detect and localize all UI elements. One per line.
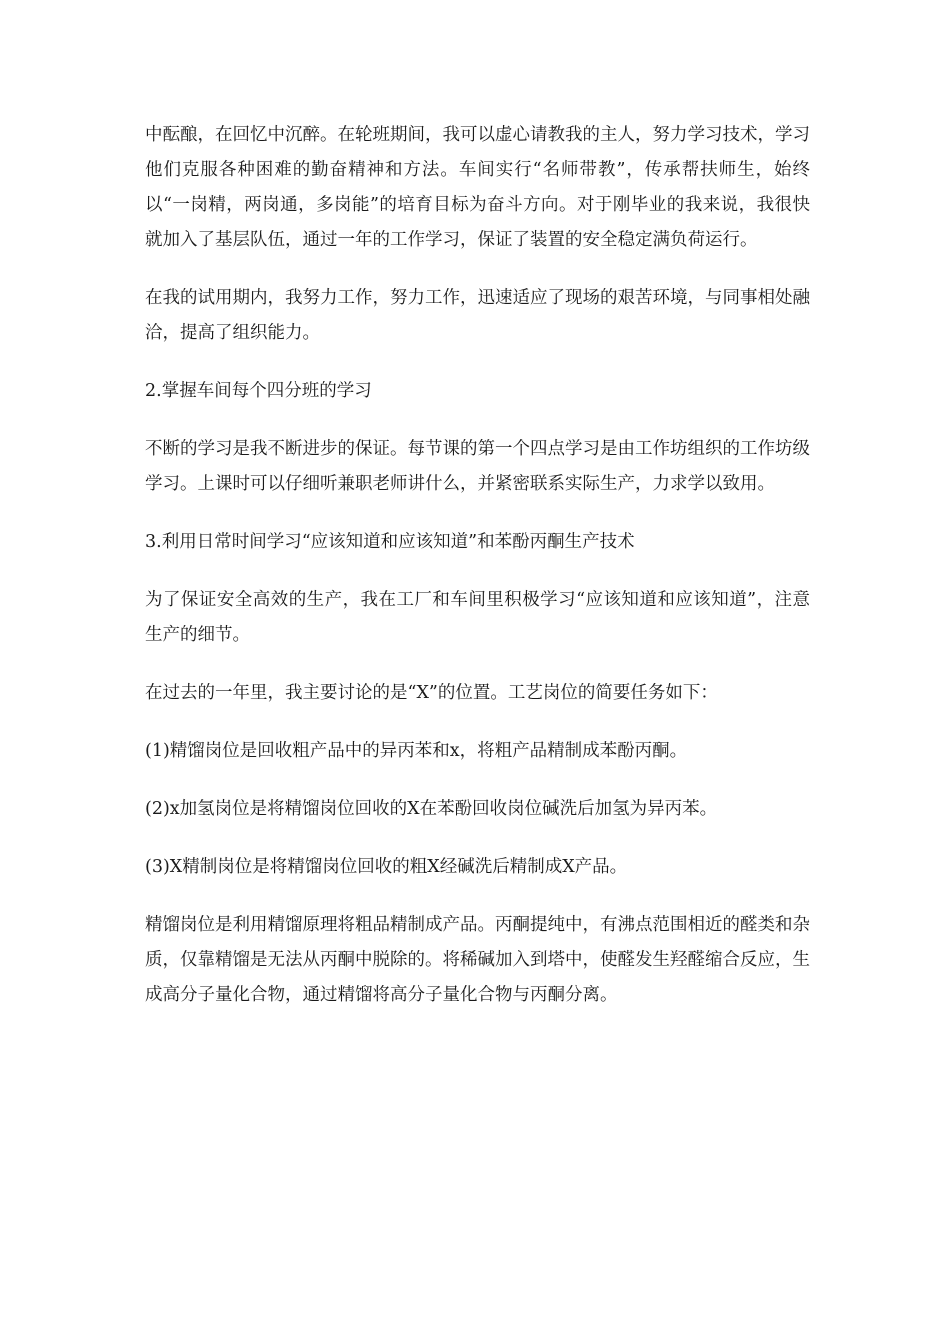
- paragraph-distillation: 精馏岗位是利用精馏原理将粗品精制成产品。丙酮提纯中，有沸点范围相近的醛类和杂质，仅靠精馏是无法从丙酮中脱除的。将稀碱加入到塔中，使醛发生羟醛缩合反应，生成高分子量化合物，通过精馏将高分子量化合物与丙酮分离。: [145, 915, 810, 1005]
- paragraph-position-intro: 在过去的一年里，我主要讨论的是“X”的位置。工艺岗位的简要任务如下：: [145, 683, 718, 703]
- paragraph-safety: 为了保证安全高效的生产，我在工厂和车间里积极学习“应该知道和应该知道”，注意生产的细节。: [145, 590, 810, 645]
- paragraph-continuation: 中酝酿，在回忆中沉醉。在轮班期间，我可以虚心请教我的主人，努力学习技术，学习他们克服各种困难的勤奋精神和方法。车间实行“名师带教”，传承帮扶师生，始终以“一岗精，两岗通，多岗能”的培育目标为奋斗方向。对于刚毕业的我来说，我很快就加入了基层队伍，通过一年的工作学习，保证了装置的安全稳定满负荷运行。: [145, 125, 810, 250]
- section-heading-2: 2.掌握车间每个四分班的学习: [145, 381, 372, 401]
- document-body: [145, 118, 810, 1036]
- list-item-2: (2)x加氢岗位是将精馏岗位回收的X在苯酚回收岗位碱洗后加氢为异丙苯。: [145, 799, 718, 819]
- list-item-1: (1)精馏岗位是回收粗产品中的异丙苯和x，将粗产品精制成苯酚丙酮。: [145, 741, 688, 761]
- paragraph-probation: 在我的试用期内，我努力工作，努力工作，迅速适应了现场的艰苦环境，与同事相处融洽，提高了组织能力。: [145, 288, 810, 343]
- list-item-3: (3)X精制岗位是将精馏岗位回收的粗X经碱洗后精制成X产品。: [145, 857, 628, 877]
- paragraph-learning: 不断的学习是我不断进步的保证。每节课的第一个四点学习是由工作坊组织的工作坊级学习。上课时可以仔细听兼职老师讲什么，并紧密联系实际生产，力求学以致用。: [145, 439, 810, 494]
- section-heading-3: 3.利用日常时间学习“应该知道和应该知道”和苯酚丙酮生产技术: [145, 532, 635, 552]
